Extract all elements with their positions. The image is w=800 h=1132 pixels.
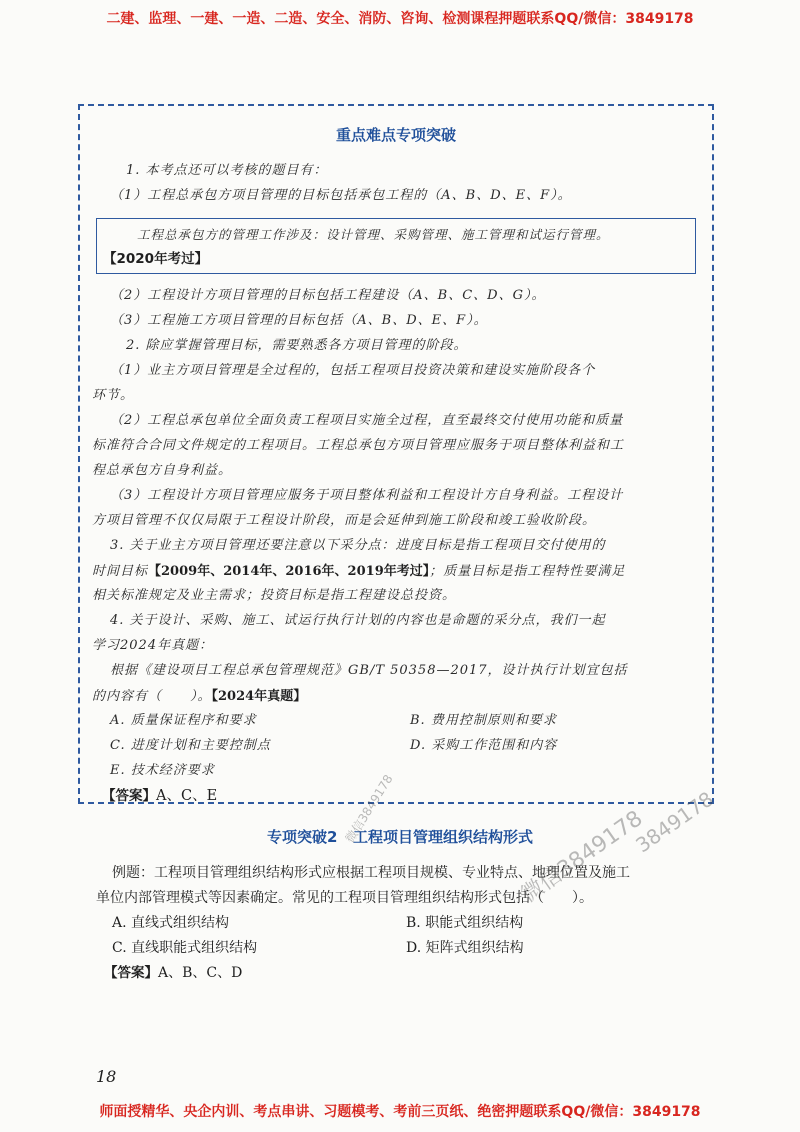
focus-line: 程总承包方自身利益。 (92, 463, 233, 478)
exam-tag: 【2024年真题】 (211, 689, 307, 704)
option-b: B. 费用控制原则和要求 (410, 713, 557, 728)
option-a: A. 直线式组织结构 (112, 915, 230, 931)
section-label: 专项突破2 (266, 828, 338, 846)
focus-line-mixed (92, 562, 625, 581)
focus-title: 重点难点专项突破 (335, 126, 456, 144)
focus-line: 4. 关于设计、采购、施工、试运行执行计划的内容也是命题的采分点，我们一起 (110, 613, 606, 628)
focus-line: 相关标准规定及业主需求；投资目标是指工程建设总投资。 (92, 588, 457, 603)
watermark: 3849178 (631, 786, 718, 858)
answer-value: A、B、C、D (158, 965, 243, 981)
note-tag: 【2020年考过】 (103, 251, 209, 267)
option-d: D. 矩阵式组织结构 (406, 940, 524, 956)
option-b: B. 职能式组织结构 (406, 915, 524, 931)
focus-line: 1. 本考点还可以考核的题目有： (126, 163, 328, 178)
option-d: D. 采购工作范围和内容 (410, 738, 558, 753)
note-text: 工程总承包方的管理工作涉及：设计管理、采购管理、施工管理和试运行管理。 (137, 227, 610, 242)
text-span: ；质量目标是指工程特性要满足 (429, 564, 626, 579)
page-number: 18 (96, 1067, 117, 1086)
answer-value: A、C、E (156, 788, 218, 804)
focus-line: （2）工程设计方项目管理的目标包括工程建设（A、B、C、D、G）。 (110, 288, 546, 303)
answer-label: 【答案】 (102, 788, 156, 804)
text-span: 的内容有（ ）。 (92, 689, 212, 704)
focus-line-mixed (92, 687, 306, 706)
focus-line: 2. 除应掌握管理目标，需要熟悉各方项目管理的阶段。 (126, 338, 468, 353)
focus-line: 方项目管理不仅仅局限于工程设计阶段，而是会延伸到施工阶段和竣工验收阶段。 (92, 513, 597, 528)
option-e: E. 技术经济要求 (110, 763, 215, 778)
top-contact-banner: 二建、监理、一建、一造、二造、安全、消防、咨询、检测课程押题联系QQ/微信：3849178 (106, 11, 694, 27)
focus-box (78, 104, 714, 804)
focus-line: 3. 关于业主方项目管理还要注意以下采分点：进度目标是指工程项目交付使用的 (110, 538, 606, 553)
option-c: C. 进度计划和主要控制点 (110, 738, 271, 753)
bottom-contact-banner: 师面授精华、央企内训、考点串讲、习题模考、考前三页纸、绝密押题联系QQ/微信：3849178 (99, 1104, 701, 1120)
text-span: 时间目标 (92, 564, 149, 579)
section-heading: 工程项目管理组织结构形式 (353, 828, 534, 846)
note-box (96, 218, 696, 274)
focus-line: 环节。 (92, 388, 135, 403)
answer-line (104, 964, 242, 982)
focus-line: （1）工程总承包方项目管理的目标包括承包工程的（A、B、D、E、F）。 (110, 188, 572, 203)
answer-label: 【答案】 (104, 965, 158, 981)
focus-line: （2）工程总承包单位全面负责工程项目实施全过程，直至最终交付使用功能和质量 (110, 413, 624, 428)
focus-line: 标准符合合同文件规定的工程项目。工程总承包方项目管理应服务于项目整体利益和工 (92, 438, 625, 453)
question-line: 例题：工程项目管理组织结构形式应根据工程项目规模、专业特点、地理位置及施工 (112, 865, 630, 881)
option-c: C. 直线职能式组织结构 (112, 940, 258, 956)
focus-line: 根据《建设项目工程总承包管理规范》GB/T 50358—2017，设计执行计划宜包括 (110, 663, 628, 678)
focus-line: 学习2024年真题： (92, 638, 214, 653)
answer-line (102, 787, 217, 805)
focus-line: （3）工程施工方项目管理的目标包括（A、B、D、E、F）。 (110, 313, 488, 328)
exam-years-tag: 【2009年、2014年、2016年、2019年考过】 (148, 564, 430, 579)
option-a: A. 质量保证程序和要求 (110, 713, 257, 728)
focus-line: （3）工程设计方项目管理应服务于项目整体利益和工程设计方自身利益。工程设计 (110, 488, 624, 503)
focus-line: （1）业主方项目管理是全过程的，包括工程项目投资决策和建设实施阶段各个 (110, 363, 596, 378)
watermark: 微信3849178 (516, 806, 648, 909)
watermark: 微信3849178 (342, 772, 396, 846)
question-line: 单位内部管理模式等因素确定。常见的工程项目管理组织结构形式包括（ ）。 (96, 890, 593, 906)
